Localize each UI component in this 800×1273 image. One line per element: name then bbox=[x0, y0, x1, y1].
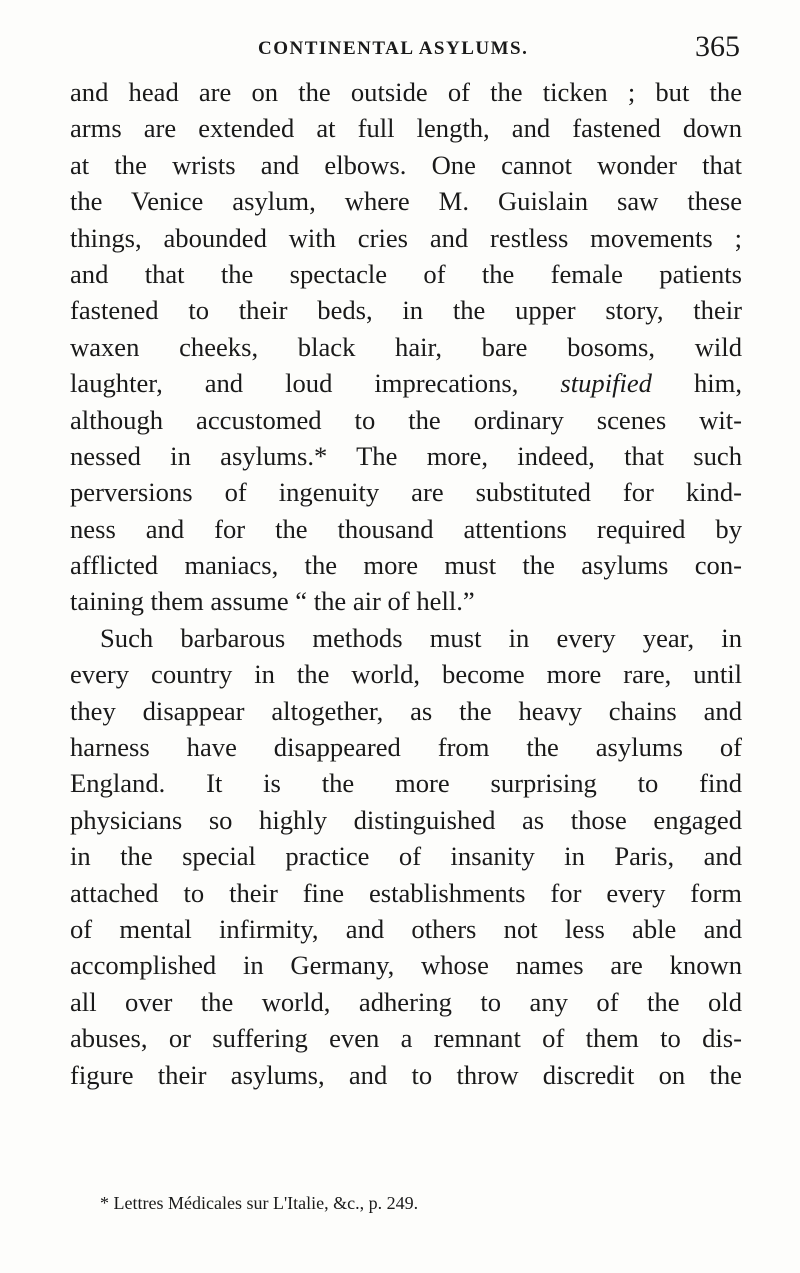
text-line: harness have disappeared from the asylums of bbox=[70, 732, 742, 763]
page-number: 365 bbox=[695, 30, 740, 63]
text-line: the Venice asylum, where M. Guislain saw these bbox=[70, 186, 742, 217]
text-line: things, abounded with cries and restless movements ; bbox=[70, 222, 742, 253]
text-line: taining them assume “ the air of hell.” bbox=[70, 586, 475, 617]
text-line: nessed in asylums.* The more, indeed, that such bbox=[70, 440, 742, 471]
text-line: all over the world, adhering to any of the old bbox=[70, 986, 742, 1017]
text-line: and head are on the outside of the ticken ; but the bbox=[70, 77, 742, 107]
text-line: afflicted maniacs, the more must the asylums con- bbox=[70, 550, 742, 581]
text-line: of mental infirmity, and others not less able and bbox=[70, 913, 742, 944]
text-line: ness and for the thousand attentions required by bbox=[70, 513, 742, 544]
text-line: physicians so highly distinguished as those engaged bbox=[70, 804, 742, 835]
running-head bbox=[68, 30, 740, 70]
body-text bbox=[70, 74, 742, 1093]
text-line: attached to their fine establishments for every form bbox=[70, 877, 742, 908]
text-line: laughter, and loud imprecations, stupified him, bbox=[70, 368, 742, 399]
running-title: CONTINENTAL ASYLUMS. bbox=[258, 38, 529, 59]
italic-word: stupified bbox=[560, 368, 652, 399]
text-line: Such barbarous methods must in every year, in bbox=[100, 622, 742, 653]
text-line: every country in the world, become more rare, until bbox=[70, 659, 742, 690]
text-line: arms are extended at full length, and fastened down bbox=[70, 113, 742, 144]
text-line: England. It is the more surprising to find bbox=[70, 768, 742, 799]
text-line: waxen cheeks, black hair, bare bosoms, wild bbox=[70, 331, 742, 362]
text-line: fastened to their beds, in the upper story, their bbox=[70, 295, 742, 326]
text-line: at the wrists and elbows. One cannot wonder that bbox=[70, 149, 742, 180]
text-line: they disappear altogether, as the heavy chains and bbox=[70, 695, 742, 726]
text-line: although accustomed to the ordinary scenes wit- bbox=[70, 404, 742, 435]
text-line: accomplished in Germany, whose names are known bbox=[70, 950, 742, 981]
text-line: and that the spectacle of the female patients bbox=[70, 258, 742, 289]
text-line: in the special practice of insanity in Paris, and bbox=[70, 841, 742, 872]
text-line: abuses, or suffering even a remnant of them to dis- bbox=[70, 1023, 742, 1054]
text-line: perversions of ingenuity are substituted for kind- bbox=[70, 477, 742, 508]
text-line: figure their asylums, and to throw discredit on the bbox=[70, 1059, 742, 1090]
footnote: * Lettres Médicales sur L'Italie, &c., p. 249. bbox=[100, 1193, 419, 1213]
